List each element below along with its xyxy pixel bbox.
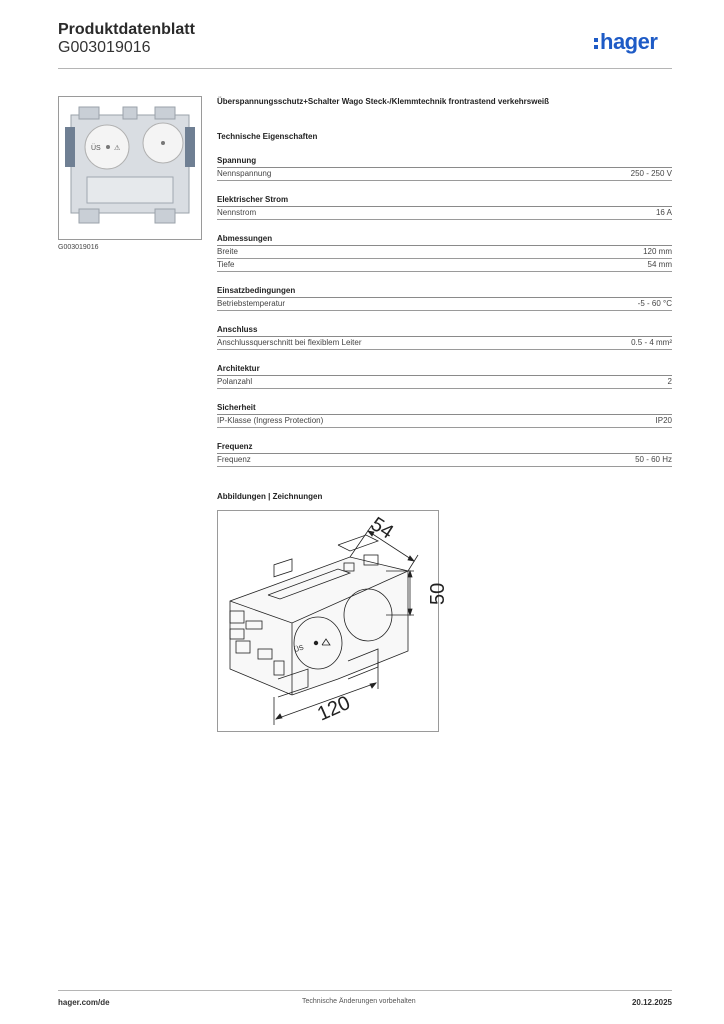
group-sicherheit: [217, 403, 672, 428]
property-value: 0.5 - 4 mm²: [631, 338, 672, 347]
group-anschluss: [217, 325, 672, 350]
property-row: [217, 337, 672, 350]
property-label: Nennstrom: [217, 208, 257, 217]
property-label: Polanzahl: [217, 377, 253, 386]
group-architektur: [217, 364, 672, 389]
group-abmessungen: [217, 234, 672, 272]
group-title: Sicherheit: [217, 403, 672, 415]
property-label: Anschlussquerschnitt bei flexiblem Leiter: [217, 338, 362, 347]
property-row: [217, 415, 672, 428]
drawing-label-us: ÜS: [293, 644, 305, 655]
group-title: Anschluss: [217, 325, 672, 337]
group-frequenz: [217, 442, 672, 467]
thumb-label-warning: ⚠: [114, 144, 121, 152]
property-value: 54 mm: [647, 260, 672, 269]
thumbnail-caption: G003019016: [58, 244, 99, 251]
group-strom: [217, 195, 672, 220]
footer-disclaimer: Technische Änderungen vorbehalten: [302, 998, 416, 1005]
group-spannung: [217, 156, 672, 181]
thumb-label-us: ÜS: [91, 145, 101, 152]
product-thumbnail: [58, 96, 202, 240]
logo-text: hager: [600, 29, 658, 54]
product-photo: [59, 97, 201, 239]
property-row: [217, 246, 672, 259]
group-title: Spannung: [217, 156, 672, 168]
dim-label-50: 50: [427, 582, 449, 605]
property-value: 250 - 250 V: [630, 169, 672, 178]
property-row: [217, 454, 672, 467]
property-label: Nennspannung: [217, 169, 272, 178]
hager-logo: [592, 28, 674, 56]
drawings-title: Abbildungen | Zeichnungen: [217, 492, 323, 501]
main-content: [217, 96, 672, 732]
property-label: Betriebstemperatur: [217, 299, 286, 308]
footer-website[interactable]: hager.com/de: [58, 998, 110, 1007]
property-value: IP20: [655, 416, 672, 425]
group-einsatz: [217, 286, 672, 311]
product-id: G003019016: [58, 39, 151, 56]
footer-divider: [58, 990, 672, 991]
property-value: 16 A: [655, 208, 672, 217]
property-row: [217, 298, 672, 311]
property-value: 120 mm: [643, 247, 672, 256]
dim-label-54: 54: [366, 513, 398, 544]
header-divider: [58, 68, 672, 69]
property-row: [217, 376, 672, 389]
dimension-drawing: [217, 510, 449, 732]
document-title: Produktdatenblatt: [58, 21, 195, 38]
property-label: Frequenz: [217, 455, 251, 464]
group-title: Abmessungen: [217, 234, 672, 246]
technical-drawing: [218, 511, 449, 731]
property-label: IP-Klasse (Ingress Protection): [217, 416, 324, 425]
property-row: [217, 168, 672, 181]
group-title: Architektur: [217, 364, 672, 376]
group-title: Einsatzbedingungen: [217, 286, 672, 298]
property-value: 2: [667, 377, 672, 386]
property-label: Breite: [217, 247, 238, 256]
group-title: Elektrischer Strom: [217, 195, 672, 207]
tech-properties-title: Technische Eigenschaften: [217, 132, 318, 141]
product-title: Überspannungsschutz+Schalter Wago Steck-/Klemmtechnik frontrastend verkehrsweiß: [217, 97, 550, 106]
footer-date: 20.12.2025: [631, 998, 672, 1007]
property-value: -5 - 60 °C: [637, 299, 672, 308]
group-title: Frequenz: [217, 442, 672, 454]
property-row: [217, 259, 672, 272]
property-label: Tiefe: [217, 260, 235, 269]
dim-label-120: 120: [314, 691, 354, 726]
property-row: [217, 207, 672, 220]
property-value: 50 - 60 Hz: [635, 455, 672, 464]
